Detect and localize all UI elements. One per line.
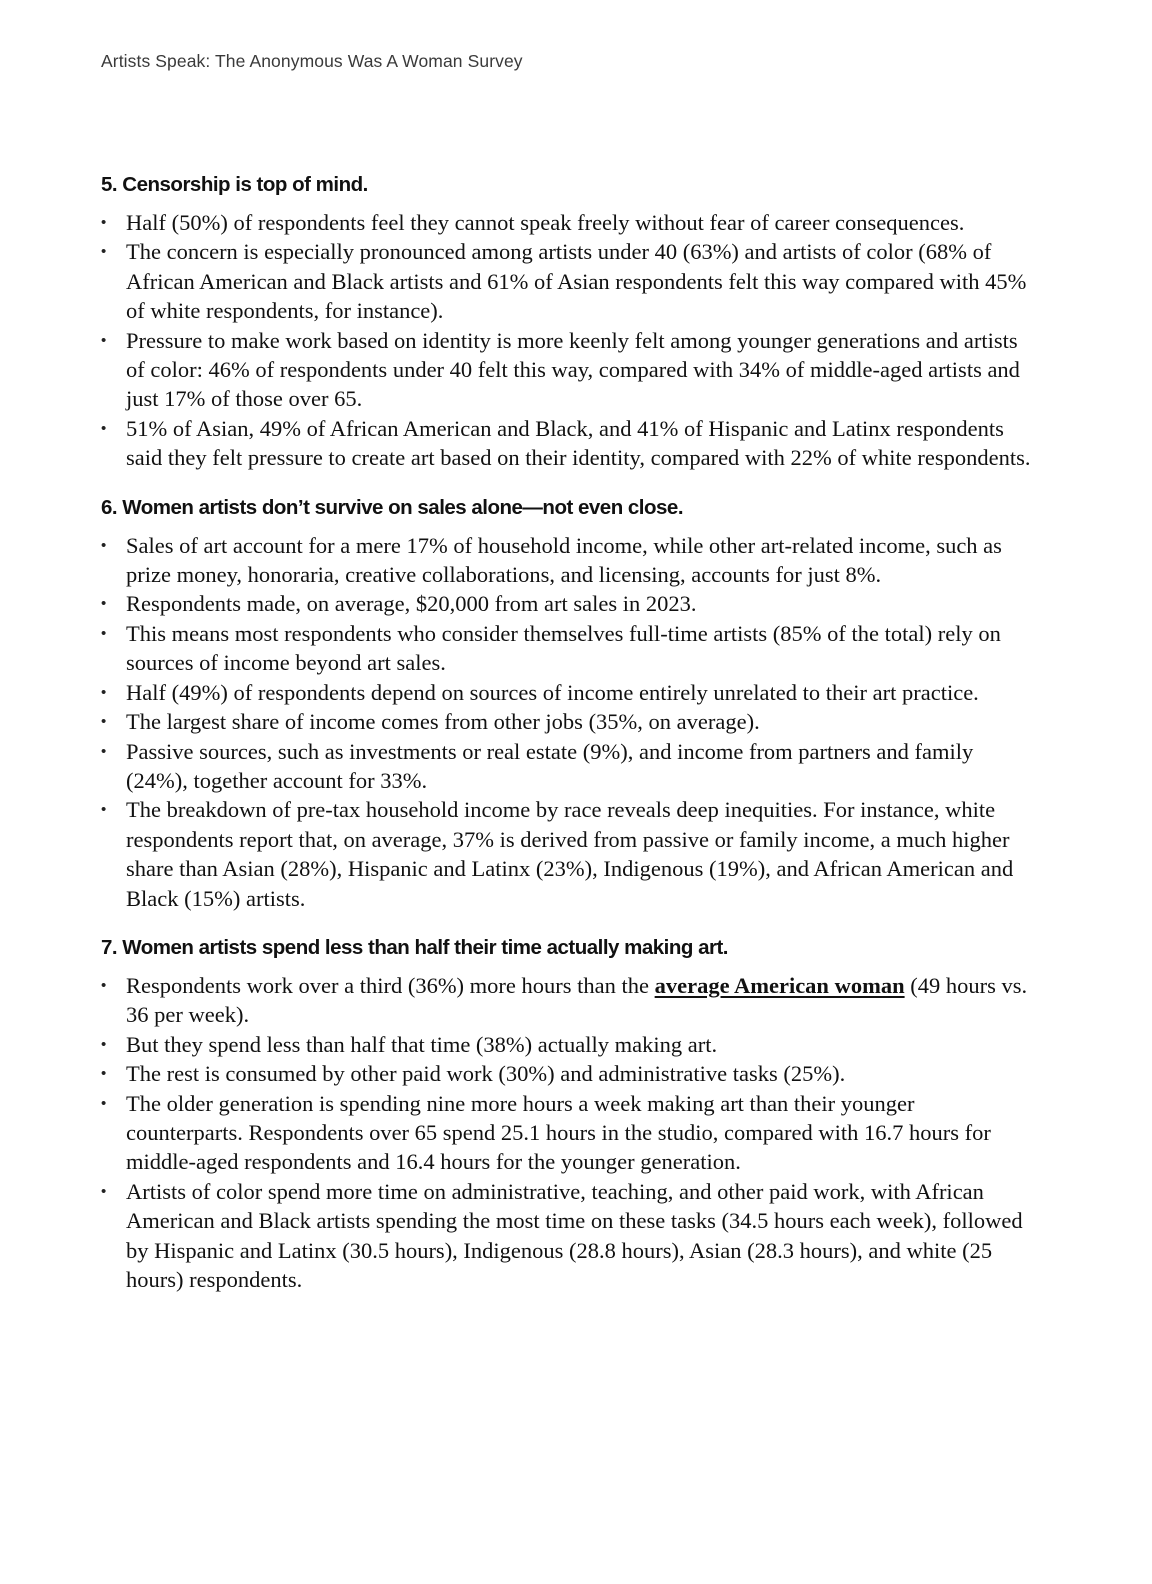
section-heading: 7. Women artists spend less than half their time actually making art. bbox=[101, 935, 729, 959]
section-time bbox=[101, 931, 1031, 1294]
text-fragment: Respondents work over a third (36%) more hours than the bbox=[126, 972, 655, 998]
list-item: • 51% of Asian, 49% of African American and Black, and 41% of Hispanic and Latinx respondents said they felt pressure to create art based on their identity, compared with 22% of white respondents. bbox=[101, 414, 1031, 473]
list-item: • Pressure to make work based on identity is more keenly felt among younger generations and artists of color: 46% of respondents under 40 felt this way, compared with 34% of middle-aged artists and just 17% of those over 65. bbox=[101, 326, 1031, 414]
text-fragment: (49 hours vs. 36 per week). bbox=[126, 972, 1028, 1028]
list-item: • Artists of color spend more time on administrative, teaching, and other paid work, with African American and Black artists spending the most time on these tasks (34.5 hours each week), followed by Hispanic and Latinx (30.5 hours), Indigenous (28.8 hours), Asian (28.3 hours), and white (25 hours) respondents. bbox=[101, 1177, 1031, 1295]
list-item: • This means most respondents who consider themselves full-time artists (85% of the total) rely on sources of income beyond art sales. bbox=[101, 619, 1031, 678]
section-censorship bbox=[101, 168, 1031, 473]
section-heading: 6. Women artists don’t survive on sales alone—not even close. bbox=[101, 495, 684, 519]
list-item: • The largest share of income comes from other jobs (35%, on average). bbox=[101, 707, 1031, 736]
list-item: • The breakdown of pre-tax household income by race reveals deep inequities. For instance, white respondents report that, on average, 37% is derived from passive or family income, a much higher share than Asian (28%), Hispanic and Latinx (23%), Indigenous (19%), and African American and Black (15%) artists. bbox=[101, 795, 1031, 913]
section-heading: 5. Censorship is top of mind. bbox=[101, 173, 368, 196]
bullet-list bbox=[101, 531, 1031, 913]
bullet-list bbox=[101, 971, 1031, 1294]
list-item: • The rest is consumed by other paid work (30%) and administrative tasks (25%). bbox=[101, 1059, 1031, 1088]
running-header: Artists Speak: The Anonymous Was A Woman Survey bbox=[101, 51, 523, 71]
document-body bbox=[101, 168, 1031, 1294]
list-item: • But they spend less than half that time (38%) actually making art. bbox=[101, 1030, 1031, 1059]
list-item: • Sales of art account for a mere 17% of household income, while other art-related income, such as prize money, honoraria, creative collaborations, and licensing, accounts for just 8%. bbox=[101, 531, 1031, 590]
list-item bbox=[101, 971, 1031, 1030]
list-item: • The older generation is spending nine more hours a week making art than their younger counterparts. Respondents over 65 spend 25.1 hours in the studio, compared with 16.7 hours for middle-aged respondents and 16.4 hours for the younger generation. bbox=[101, 1089, 1031, 1177]
list-item: • The concern is especially pronounced among artists under 40 (63%) and artists of color (68% of African American and Black artists and 61% of Asian respondents felt this way compared with 45% of white respondents, for instance). bbox=[101, 237, 1031, 325]
bullet-list bbox=[101, 208, 1031, 473]
section-sales bbox=[101, 491, 1031, 913]
list-item: • Respondents made, on average, $20,000 from art sales in 2023. bbox=[101, 589, 1031, 618]
list-item: • Half (49%) of respondents depend on sources of income entirely unrelated to their art practice. bbox=[101, 678, 1031, 707]
list-item: • Half (50%) of respondents feel they cannot speak freely without fear of career consequences. bbox=[101, 208, 1031, 237]
average-american-woman-link[interactable]: average American woman bbox=[654, 972, 905, 998]
list-item: • Passive sources, such as investments or real estate (9%), and income from partners and family (24%), together account for 33%. bbox=[101, 737, 1031, 796]
